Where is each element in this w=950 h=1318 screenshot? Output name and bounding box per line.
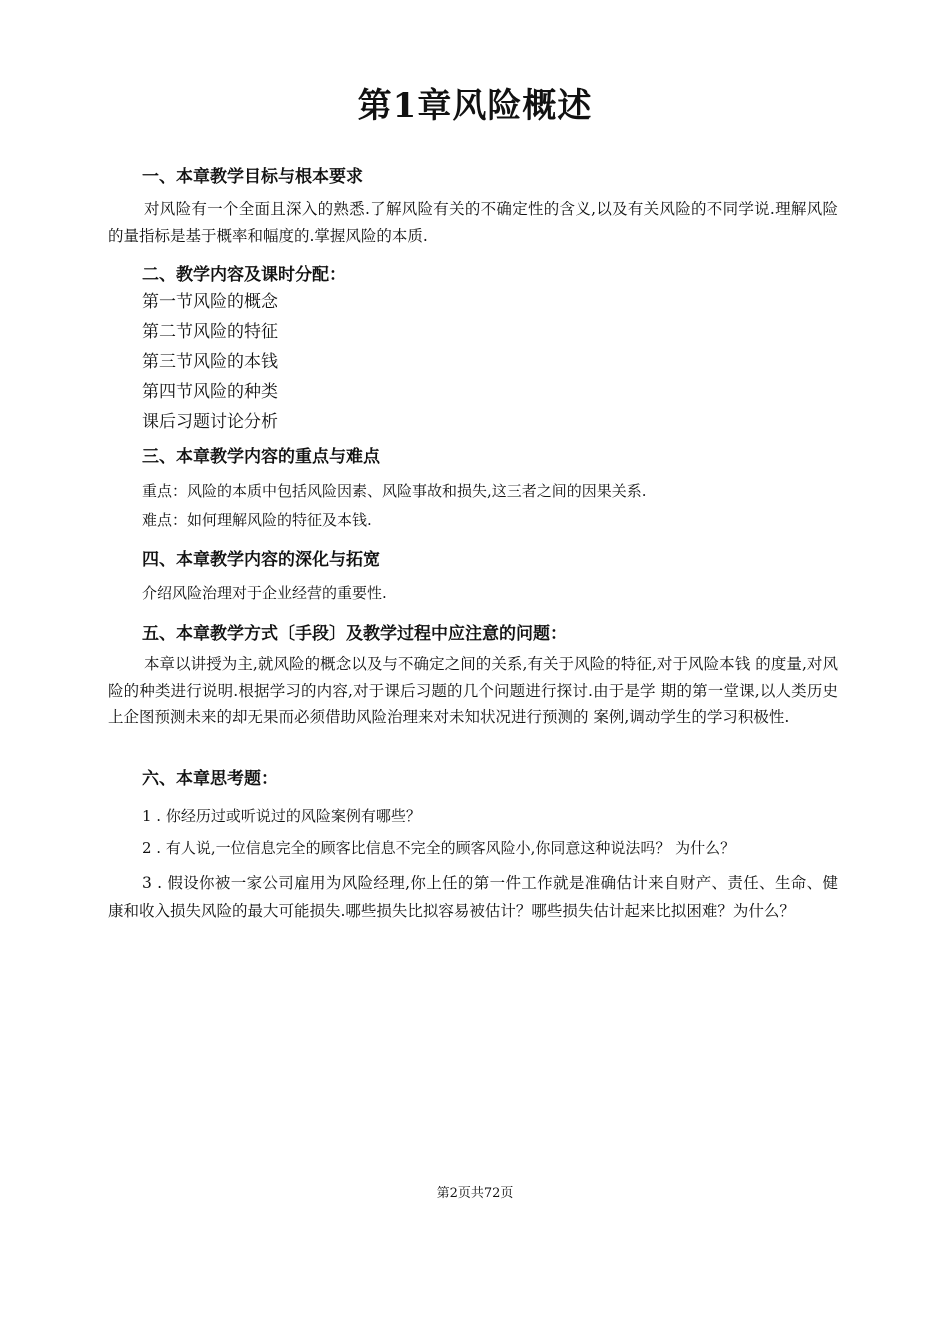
question-3: 3 . 假设你被一家公司雇用为风险经理,你上任的第一件工作就是准确估计来自财产、责任、生命、健康和收入损失风险的最大可能损失.哪些损失比拟容易被估计？哪些损失估计起来比拟困难？为什么？ [108, 874, 838, 920]
section-4-body: 介绍风险治理对于企业经营的重要性. [142, 584, 387, 602]
question-1: 1 . 你经历过或听说过的风险案例有哪些？ [142, 807, 421, 825]
question-2: 2 . 有人说,一位信息完全的顾客比信息不完全的顾客风险小,你同意这种说法吗？ 为什么？ [142, 839, 736, 857]
section-5-heading: 五、本章教学方式〔手段〕及教学过程中应注意的问题： [142, 624, 567, 644]
lesson-item: 第四节风险的种类 [142, 382, 278, 402]
section-3-heading: 三、本章教学内容的重点与难点 [142, 447, 380, 467]
lesson-item: 第一节风险的概念 [142, 292, 278, 312]
page-number-footer: 第2页共72页 [436, 1186, 514, 1201]
section-6-heading: 六、本章思考题： [142, 769, 278, 789]
chapter-title: 第1章风险概述 [357, 86, 593, 126]
lesson-item: 第二节风险的特征 [142, 322, 278, 342]
lesson-item: 第三节风险的本钱 [142, 352, 278, 372]
section-4-heading: 四、本章教学内容的深化与拓宽 [142, 550, 380, 570]
section-5-body: 本章以讲授为主,就风险的概念以及与不确定之间的关系,有关于风险的特征,对于风险本钱 的度量,对风险的种类进行说明.根据学习的内容,对于课后习题的几个问题进行探讨.由于是学 期的第一堂课,以人类历史上企图预测未来的却无果而必须借助风险治理来对未知状况进行预测的 案例,调动学生的学习积极性. [108, 655, 838, 726]
key-point: 重点：风险的本质中包括风险因素、风险事故和损失,这三者之间的因果关系. [142, 482, 647, 500]
difficult-point: 难点：如何理解风险的特征及本钱. [142, 511, 372, 529]
section-1-heading: 一、本章教学目标与根本要求 [142, 167, 363, 187]
section-1-body: 对风险有一个全面且深入的熟悉.了解风险有关的不确定性的含义,以及有关风险的不同学说.理解风险的量指标是基于概率和幅度的.掌握风险的本质. [108, 200, 838, 245]
section-2-heading: 二、教学内容及课时分配： [142, 265, 346, 285]
lesson-item: 课后习题讨论分析 [142, 412, 278, 432]
